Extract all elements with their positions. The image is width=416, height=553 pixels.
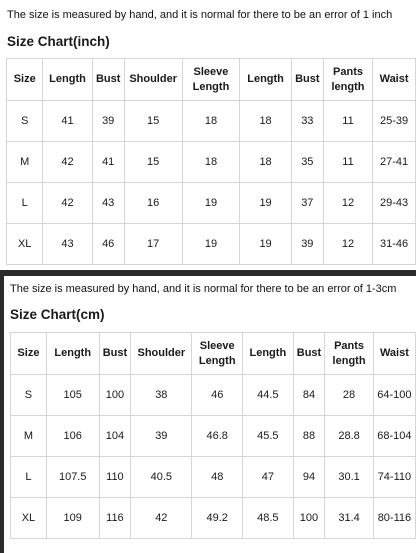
table-cell: 19 [240,224,291,265]
header-size: Size [7,59,43,101]
inch-measurement-note: The size is measured by hand, and it is normal for there to be an error of 1 inch [7,9,393,21]
table-cell: 18 [182,101,240,142]
size-cell: M [11,416,47,457]
table-cell: 17 [124,224,182,265]
table-cell: 41 [92,142,124,183]
table-cell: 46 [92,224,124,265]
size-cell: L [7,183,43,224]
inch-size-chart-title: Size Chart(inch) [7,34,110,49]
header-bust: Bust [99,333,131,375]
header-bust: Bust [293,333,325,375]
header-sleeve-length: Sleeve Length [192,333,243,375]
table-cell: 19 [182,224,240,265]
table-cell: 45.5 [243,416,294,457]
table-row [11,498,416,539]
header-size: Size [11,333,47,375]
table-cell: 11 [323,142,372,183]
table-cell: 18 [240,142,291,183]
table-cell: 41 [43,101,92,142]
header-bust: Bust [92,59,124,101]
header-length: Length [243,333,294,375]
table-cell: 15 [124,142,182,183]
size-cell: S [11,375,47,416]
inch-header-row [7,59,416,101]
table-cell: 40.5 [131,457,192,498]
table-cell: 105 [46,375,99,416]
table-cell: 31.4 [325,498,374,539]
table-cell: 25-39 [373,101,416,142]
table-row [7,101,416,142]
size-cell: S [7,101,43,142]
table-cell: 44.5 [243,375,294,416]
table-cell: 35 [291,142,323,183]
inch-size-table [6,58,416,265]
table-cell: 74-110 [373,457,415,498]
header-pants-length: Pants length [325,333,374,375]
table-cell: 48.5 [243,498,294,539]
table-cell: 37 [291,183,323,224]
table-cell: 43 [43,224,92,265]
table-cell: 11 [323,101,372,142]
table-cell: 42 [131,498,192,539]
table-cell: 39 [131,416,192,457]
table-cell: 88 [293,416,325,457]
size-cell: XL [7,224,43,265]
table-cell: 68-104 [373,416,415,457]
table-cell: 46.8 [192,416,243,457]
table-cell: 109 [46,498,99,539]
table-cell: 12 [323,224,372,265]
table-cell: 43 [92,183,124,224]
table-cell: 31-46 [373,224,416,265]
cm-size-chart-title: Size Chart(cm) [10,307,105,322]
header-pants-length: Pants length [323,59,372,101]
size-cell: XL [11,498,47,539]
size-cell: M [7,142,43,183]
header-bust: Bust [291,59,323,101]
table-cell: 116 [99,498,131,539]
table-cell: 28 [325,375,374,416]
table-cell: 19 [182,183,240,224]
table-cell: 46 [192,375,243,416]
table-row [7,224,416,265]
table-cell: 94 [293,457,325,498]
size-cell: L [11,457,47,498]
table-row [7,183,416,224]
table-cell: 18 [240,101,291,142]
table-cell: 12 [323,183,372,224]
table-cell: 18 [182,142,240,183]
table-cell: 47 [243,457,294,498]
header-waist: Waist [373,333,415,375]
header-shoulder: Shoulder [124,59,182,101]
table-row [11,416,416,457]
table-cell: 42 [43,142,92,183]
table-cell: 19 [240,183,291,224]
table-cell: 28.8 [325,416,374,457]
table-cell: 30.1 [325,457,374,498]
header-sleeve-length: Sleeve Length [182,59,240,101]
table-cell: 39 [92,101,124,142]
table-cell: 48 [192,457,243,498]
table-cell: 33 [291,101,323,142]
table-cell: 80-116 [373,498,415,539]
table-cell: 38 [131,375,192,416]
table-cell: 15 [124,101,182,142]
table-cell: 106 [46,416,99,457]
header-length: Length [43,59,92,101]
table-cell: 64-100 [373,375,415,416]
header-waist: Waist [373,59,416,101]
table-cell: 27-41 [373,142,416,183]
table-row [11,375,416,416]
cm-measurement-note: The size is measured by hand, and it is normal for there to be an error of 1-3cm [10,283,397,295]
inch-size-panel [0,0,416,270]
table-cell: 104 [99,416,131,457]
table-cell: 49.2 [192,498,243,539]
table-cell: 42 [43,183,92,224]
header-length: Length [240,59,291,101]
table-cell: 29-43 [373,183,416,224]
table-cell: 16 [124,183,182,224]
table-cell: 107.5 [46,457,99,498]
header-length: Length [46,333,99,375]
table-cell: 110 [99,457,131,498]
cm-size-panel [4,276,416,553]
table-cell: 100 [293,498,325,539]
header-shoulder: Shoulder [131,333,192,375]
table-row [11,457,416,498]
table-cell: 100 [99,375,131,416]
table-cell: 84 [293,375,325,416]
cm-size-table [10,332,416,539]
table-cell: 39 [291,224,323,265]
table-row [7,142,416,183]
cm-header-row [11,333,416,375]
